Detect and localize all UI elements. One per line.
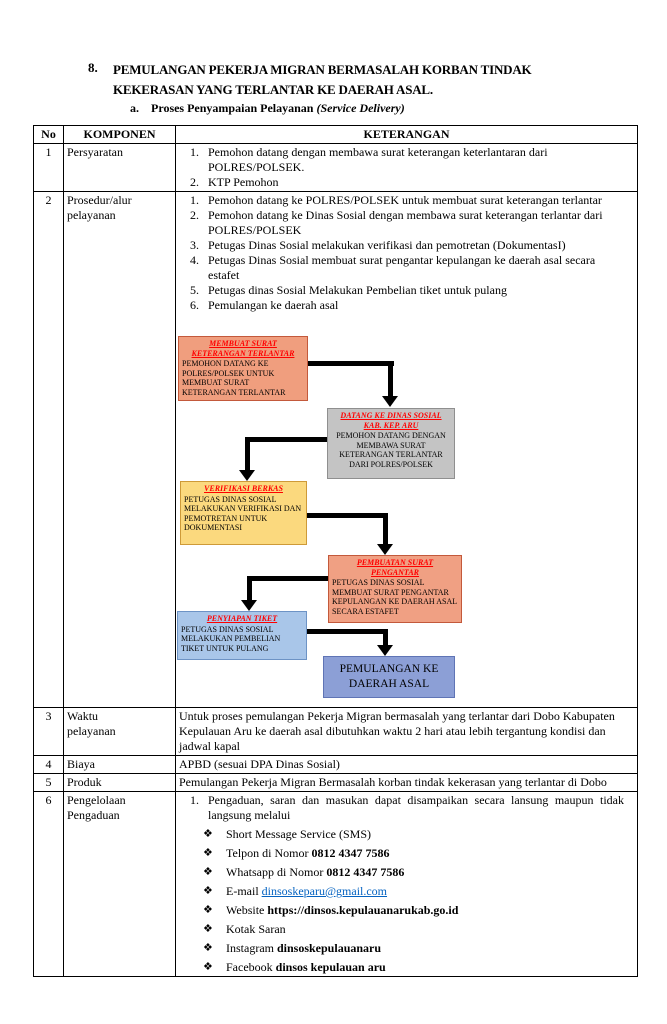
arrow-segment bbox=[307, 513, 388, 518]
procedure-flowchart bbox=[176, 332, 637, 705]
channel-value: https://dinsos.kepulauanarukab.go.id bbox=[267, 903, 459, 917]
row-number: 5 bbox=[34, 774, 64, 792]
komponen-label: Persyaratan bbox=[67, 145, 123, 159]
komponen-cell bbox=[64, 756, 176, 774]
arrowhead-down-icon bbox=[377, 544, 393, 555]
channel-text: Short Message Service (SMS) bbox=[226, 827, 371, 841]
arrow-segment bbox=[247, 576, 252, 601]
komponen-cell bbox=[64, 144, 176, 192]
flowchart-step-verifikasi bbox=[180, 481, 307, 545]
diamond-bullet-icon: ❖ bbox=[203, 923, 213, 935]
komponen-cell bbox=[64, 708, 176, 756]
subheading-letter: a. bbox=[130, 101, 139, 115]
channel-text: Telpon di Nomor bbox=[226, 846, 312, 860]
list-item: Pengaduan, saran dan masukan dapat disampaikan secara lansung maupun tidak langsung melalui bbox=[208, 793, 624, 822]
subheading-text: Proses Penyampaian Pelayanan bbox=[151, 101, 317, 115]
header-komponen: KOMPONEN bbox=[64, 126, 176, 144]
title-line-2: KEKERASAN YANG TERLANTAR KE DAERAH ASAL. bbox=[113, 82, 433, 97]
list-item: Pemohon datang ke POLRES/POLSEK untuk membuat surat keterangan terlantar bbox=[208, 193, 602, 207]
diamond-bullet-icon: ❖ bbox=[203, 942, 213, 954]
arrow-segment bbox=[388, 361, 393, 397]
step-body: PETUGAS DINAS SOSIAL MELAKUKAN VERIFIKASI DAN PEMOTRETAN UNTUK DOKUMENTASI bbox=[184, 494, 302, 532]
step-title: DATANG KE DINAS SOSIAL KAB. KEP. ARU bbox=[340, 411, 442, 430]
arrowhead-down-icon bbox=[377, 645, 393, 656]
table-header-row bbox=[34, 126, 638, 144]
arrowhead-down-icon bbox=[382, 396, 398, 407]
row-number: 3 bbox=[34, 708, 64, 756]
arrow-segment bbox=[383, 629, 388, 646]
arrow-segment bbox=[247, 437, 327, 442]
service-components-table bbox=[33, 125, 638, 977]
diamond-bullet-icon: ❖ bbox=[203, 866, 213, 878]
channel-item-kotak-saran bbox=[179, 922, 634, 937]
komponen-label: Produk bbox=[67, 775, 102, 789]
document-title bbox=[113, 60, 531, 100]
komponen-cell bbox=[64, 774, 176, 792]
arrowhead-down-icon bbox=[241, 600, 257, 611]
keterangan-cell bbox=[176, 774, 638, 792]
komponen-cell bbox=[64, 792, 176, 977]
komponen-label: Waktu pelayanan bbox=[67, 709, 116, 738]
arrow-segment bbox=[307, 629, 388, 634]
flowchart-step-datang-dinsos bbox=[327, 408, 455, 479]
table-row-biaya bbox=[34, 756, 638, 774]
channel-text: Kotak Saran bbox=[226, 922, 286, 936]
channel-value: 0812 4347 7586 bbox=[311, 846, 390, 860]
flowchart-step-surat-pengantar bbox=[328, 555, 462, 623]
table-row-prosedur bbox=[34, 192, 638, 708]
channel-item-website bbox=[179, 903, 634, 918]
table-row-produk bbox=[34, 774, 638, 792]
list-item: Petugas Dinas Sosial melakukan verifikasi dan pemotretan (DokumentasI) bbox=[208, 238, 566, 252]
diamond-bullet-icon: ❖ bbox=[203, 828, 213, 840]
requirements-list bbox=[179, 145, 634, 190]
list-item: KTP Pemohon bbox=[208, 175, 279, 189]
keterangan-text: Untuk proses pemulangan Pekerja Migran bermasalah yang terlantar dari Dobo Kabupaten Kepulauan Aru ke daerah asal dibutuhkan waktu 2 hari atau lebih tergantung kondisi dan jadwal kapal bbox=[179, 709, 615, 753]
arrow-segment bbox=[245, 437, 250, 470]
keterangan-cell bbox=[176, 756, 638, 774]
keterangan-text: APBD (sesuai DPA Dinas Sosial) bbox=[179, 757, 340, 771]
keterangan-cell bbox=[176, 792, 638, 977]
procedure-list bbox=[179, 193, 634, 313]
channel-item-instagram bbox=[179, 941, 634, 956]
list-item: Pemohon datang ke Dinas Sosial dengan membawa surat keterangan terlantar dari POLRES/POLSEK bbox=[208, 208, 603, 237]
list-item: Petugas Dinas Sosial membuat surat pengantar kepulangan ke daerah asal secara estafet bbox=[208, 253, 596, 282]
channel-text: Facebook bbox=[226, 960, 276, 974]
flowchart-step-penyiapan-tiket bbox=[177, 611, 307, 660]
flowchart-step-membuat-surat bbox=[178, 336, 308, 401]
list-item: Petugas dinas Sosial Melakukan Pembelian tiket untuk pulang bbox=[208, 283, 507, 297]
arrow-segment bbox=[383, 513, 388, 544]
step-body: PETUGAS DINAS SOSIAL MELAKUKAN PEMBELIAN TIKET UNTUK PULANG bbox=[181, 624, 281, 653]
heading-number: 8. bbox=[88, 60, 98, 75]
arrowhead-down-icon bbox=[239, 470, 255, 481]
komponen-label: Prosedur/alur pelayanan bbox=[67, 193, 132, 222]
list-item: Pemohon datang dengan membawa surat keterangan keterlantaran dari POLRES/POLSEK. bbox=[208, 145, 548, 174]
step-title: PENYIAPAN TIKET bbox=[206, 614, 278, 623]
step-body: PETUGAS DINAS SOSIAL MEMBUAT SURAT PENGANTAR KEPULANGAN KE DAERAH ASAL SECARA ESTAFET bbox=[332, 578, 457, 616]
channel-text: Website bbox=[226, 903, 268, 917]
step-title: MEMBUAT SURAT KETERANGAN TERLANTAR bbox=[191, 339, 295, 358]
complaint-list bbox=[179, 793, 634, 823]
channel-item-telpon bbox=[179, 846, 634, 861]
header-no: No bbox=[34, 126, 64, 144]
table-row-waktu bbox=[34, 708, 638, 756]
diamond-bullet-icon: ❖ bbox=[203, 904, 213, 916]
channel-value: dinsoskepulauanaru bbox=[276, 941, 382, 955]
channel-value: 0812 4347 7586 bbox=[326, 865, 405, 879]
email-link[interactable]: dinsoskeparu@gmail.com bbox=[261, 884, 388, 898]
table-row-pengaduan bbox=[34, 792, 638, 977]
arrow-segment bbox=[308, 361, 394, 366]
komponen-label: Pengelolaan Pengaduan bbox=[67, 793, 126, 822]
row-number: 1 bbox=[34, 144, 64, 192]
channel-text: E-mail bbox=[226, 884, 262, 898]
table-row-persyaratan bbox=[34, 144, 638, 192]
title-line-1: PEMULANGAN PEKERJA MIGRAN BERMASALAH KORBAN TINDAK bbox=[113, 62, 532, 77]
subheading bbox=[151, 101, 405, 116]
step-body: PEMOHON DATANG KE POLRES/POLSEK UNTUK MEMBUAT SURAT KETERANGAN TERLANTAR bbox=[182, 359, 286, 397]
channel-item-whatsapp bbox=[179, 865, 634, 880]
channel-item-email bbox=[179, 884, 634, 899]
keterangan-cell bbox=[176, 192, 638, 708]
step-title: PEMBUATAN SURAT PENGANTAR bbox=[356, 558, 434, 577]
channel-text: Whatsapp di Nomor bbox=[226, 865, 327, 879]
step-title: VERIFIKASI BERKAS bbox=[204, 484, 283, 493]
list-item: Pemulangan ke daerah asal bbox=[208, 298, 339, 312]
row-number: 4 bbox=[34, 756, 64, 774]
diamond-bullet-icon: ❖ bbox=[203, 961, 213, 973]
channel-item-facebook bbox=[179, 960, 634, 975]
step-body: PEMULANGAN KE DAERAH ASAL bbox=[339, 663, 439, 690]
flowchart-step-pemulangan bbox=[323, 656, 455, 698]
row-number: 2 bbox=[34, 192, 64, 708]
keterangan-text: Pemulangan Pekerja Migran Bermasalah korban tindak kekerasan yang terlantar di Dobo bbox=[179, 775, 607, 789]
row-number: 6 bbox=[34, 792, 64, 977]
channel-text: Instagram bbox=[226, 941, 277, 955]
channel-value: dinsos kepulauan aru bbox=[275, 960, 386, 974]
channel-item-sms bbox=[179, 827, 634, 842]
subheading-italic-text: (Service Delivery) bbox=[316, 101, 405, 115]
diamond-bullet-icon: ❖ bbox=[203, 885, 213, 897]
arrow-segment bbox=[249, 576, 328, 581]
komponen-cell bbox=[64, 192, 176, 708]
header-keterangan: KETERANGAN bbox=[176, 126, 638, 144]
diamond-bullet-icon: ❖ bbox=[203, 847, 213, 859]
keterangan-cell bbox=[176, 708, 638, 756]
komponen-label: Biaya bbox=[67, 757, 95, 771]
keterangan-cell bbox=[176, 144, 638, 192]
step-body: PEMOHON DATANG DENGAN MEMBAWA SURAT KETERANGAN TERLANTAR DARI POLRES/POLSEK bbox=[336, 431, 446, 469]
